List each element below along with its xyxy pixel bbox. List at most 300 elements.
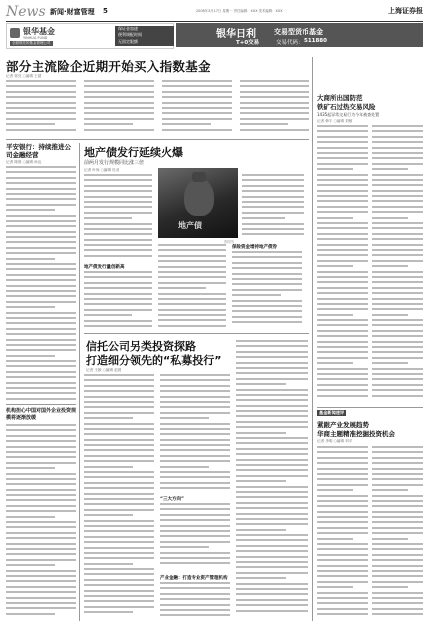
text-line bbox=[84, 514, 133, 516]
text-line bbox=[6, 290, 76, 292]
text-line bbox=[160, 428, 230, 430]
text-line bbox=[240, 123, 288, 125]
text-line bbox=[6, 543, 76, 545]
text-line bbox=[372, 136, 423, 138]
text-line bbox=[6, 306, 55, 308]
text-line bbox=[372, 314, 408, 316]
text-line bbox=[84, 271, 152, 273]
text-line bbox=[84, 201, 152, 203]
text-line bbox=[160, 582, 230, 584]
text-line bbox=[84, 406, 154, 408]
text-line bbox=[372, 543, 423, 545]
text-line bbox=[317, 543, 368, 545]
text-line bbox=[317, 206, 368, 208]
text-line bbox=[236, 475, 308, 477]
text-line bbox=[317, 314, 353, 316]
text-line bbox=[84, 112, 154, 114]
text-line bbox=[158, 325, 226, 327]
text-line bbox=[232, 251, 302, 253]
text-line bbox=[240, 80, 309, 82]
text-line bbox=[84, 287, 152, 289]
text-line bbox=[317, 351, 368, 353]
text-line bbox=[236, 513, 308, 515]
text-line bbox=[160, 598, 230, 600]
text-line bbox=[160, 396, 230, 398]
text-line bbox=[84, 552, 154, 554]
text-line bbox=[6, 118, 76, 120]
text-line bbox=[372, 308, 423, 310]
text-line bbox=[6, 274, 76, 276]
text-line bbox=[84, 428, 154, 430]
text-line bbox=[158, 282, 226, 284]
text-line bbox=[372, 200, 423, 202]
text-line bbox=[317, 521, 368, 523]
text-line bbox=[242, 212, 304, 214]
text-line bbox=[372, 254, 423, 256]
trust-headline: 信托公司另类投资探路 bbox=[86, 340, 196, 353]
text-line bbox=[6, 112, 76, 114]
text-line bbox=[372, 532, 423, 534]
text-line bbox=[160, 374, 230, 376]
text-line bbox=[317, 238, 368, 240]
text-line bbox=[84, 482, 154, 484]
logo-icon bbox=[10, 28, 20, 38]
text-line bbox=[6, 209, 55, 211]
text-line bbox=[372, 521, 423, 523]
text-line bbox=[317, 565, 368, 567]
text-line bbox=[317, 147, 368, 149]
text-line bbox=[372, 357, 423, 359]
text-line bbox=[236, 415, 308, 417]
text-line bbox=[6, 597, 76, 599]
text-line bbox=[236, 604, 308, 606]
col1-body bbox=[6, 166, 76, 404]
text-line bbox=[240, 129, 309, 131]
text-line bbox=[372, 184, 423, 186]
text-line bbox=[84, 85, 154, 87]
text-line bbox=[317, 190, 368, 192]
text-line bbox=[158, 303, 226, 305]
text-line bbox=[158, 244, 226, 246]
text-line bbox=[84, 460, 154, 462]
text-line bbox=[84, 298, 152, 300]
text-line bbox=[317, 303, 368, 305]
text-line bbox=[162, 96, 232, 98]
text-line bbox=[236, 550, 308, 552]
ad-feature: 便利调配时间 bbox=[118, 32, 142, 38]
main-byline: 记者 郭亮 ○编辑 王超 bbox=[6, 74, 42, 78]
text-line bbox=[84, 374, 154, 376]
text-line bbox=[160, 557, 230, 559]
trust-body-4 bbox=[160, 582, 230, 620]
text-line bbox=[84, 412, 154, 414]
text-line bbox=[6, 553, 76, 555]
text-line bbox=[317, 136, 368, 138]
text-line bbox=[236, 405, 308, 407]
text-line bbox=[372, 489, 408, 491]
text-line bbox=[84, 471, 154, 473]
right-bottom-body-1 bbox=[317, 446, 368, 620]
text-line bbox=[317, 446, 368, 448]
main-headline: 部分主流险企近期开始买入指数基金 bbox=[6, 59, 211, 74]
text-line bbox=[6, 123, 55, 125]
bond-subhead-1: 地产债发行量创新高 bbox=[84, 265, 125, 270]
text-line bbox=[84, 244, 152, 246]
text-line bbox=[84, 385, 154, 387]
text-line bbox=[317, 254, 368, 256]
bond-body-c bbox=[158, 244, 226, 332]
text-line bbox=[6, 575, 76, 577]
text-line bbox=[84, 568, 154, 570]
text-line bbox=[6, 85, 76, 87]
text-line bbox=[317, 586, 353, 588]
text-line bbox=[6, 591, 76, 593]
right-section-label: 基金新闻速评 bbox=[319, 410, 345, 415]
text-line bbox=[84, 503, 154, 505]
text-line bbox=[317, 451, 368, 453]
text-line bbox=[160, 487, 230, 489]
ad-banner-left bbox=[6, 23, 174, 49]
text-line bbox=[160, 519, 230, 521]
text-line bbox=[236, 351, 308, 353]
text-line bbox=[160, 433, 230, 435]
text-line bbox=[372, 157, 423, 159]
text-line bbox=[6, 328, 76, 330]
text-line bbox=[84, 185, 152, 187]
text-line bbox=[160, 471, 230, 473]
text-line bbox=[84, 595, 154, 597]
text-line bbox=[372, 451, 423, 453]
right-bottom-headline-2: 华商主题精准挖掘投资机会 bbox=[317, 430, 395, 438]
text-line bbox=[84, 541, 154, 543]
text-line bbox=[372, 462, 423, 464]
text-line bbox=[158, 314, 226, 316]
text-line bbox=[372, 373, 423, 375]
text-line bbox=[84, 174, 152, 176]
text-line bbox=[6, 236, 76, 238]
text-line bbox=[242, 174, 304, 176]
text-line bbox=[6, 473, 76, 475]
text-line bbox=[6, 392, 76, 394]
text-line bbox=[236, 421, 308, 423]
text-line bbox=[236, 545, 308, 547]
text-line bbox=[372, 527, 423, 529]
text-line bbox=[232, 300, 302, 302]
text-line bbox=[160, 587, 230, 589]
text-line bbox=[84, 525, 154, 527]
text-line bbox=[242, 185, 304, 187]
text-line bbox=[372, 457, 423, 459]
text-line bbox=[6, 344, 76, 346]
text-line bbox=[236, 518, 308, 520]
text-line bbox=[372, 362, 408, 364]
text-line bbox=[317, 195, 368, 197]
text-line bbox=[6, 505, 76, 507]
bond-body-e bbox=[242, 174, 304, 240]
text-line bbox=[162, 107, 232, 109]
text-line bbox=[372, 351, 423, 353]
text-line bbox=[158, 319, 226, 321]
text-line bbox=[317, 538, 353, 540]
text-line bbox=[84, 293, 152, 295]
text-line bbox=[84, 239, 152, 241]
text-line bbox=[236, 362, 308, 364]
trust-byline: 记者 王颖 ○编辑 赵晨 bbox=[86, 368, 122, 372]
text-line bbox=[6, 613, 55, 615]
trust-subhead-1: “三大方向” bbox=[160, 497, 184, 502]
ad-title: 银华日利 bbox=[216, 29, 256, 40]
text-line bbox=[160, 449, 230, 451]
text-line bbox=[236, 588, 308, 590]
text-line bbox=[317, 271, 368, 273]
ad-mode: T+0交易 bbox=[236, 40, 260, 46]
text-line bbox=[372, 602, 423, 604]
text-line bbox=[84, 309, 152, 311]
text-line bbox=[84, 212, 152, 214]
text-line bbox=[317, 227, 368, 229]
text-line bbox=[232, 294, 281, 296]
text-line bbox=[317, 373, 368, 375]
text-line bbox=[232, 310, 302, 312]
text-line bbox=[160, 406, 230, 408]
text-line bbox=[372, 265, 408, 267]
col1-headline: 平安银行：持续推进公司金融经营 bbox=[6, 143, 71, 159]
text-line bbox=[84, 107, 154, 109]
paper-name: 上海证券报 bbox=[388, 6, 423, 15]
text-line bbox=[160, 530, 230, 532]
text-line bbox=[317, 581, 368, 583]
trust-body-1 bbox=[84, 374, 154, 620]
text-line bbox=[84, 449, 154, 451]
text-line bbox=[317, 511, 368, 513]
text-line bbox=[84, 91, 154, 93]
text-line bbox=[6, 241, 76, 243]
text-line bbox=[317, 335, 368, 337]
text-line bbox=[240, 85, 309, 87]
text-line bbox=[317, 395, 368, 397]
text-line bbox=[6, 456, 76, 458]
text-line bbox=[84, 590, 154, 592]
text-line bbox=[84, 96, 154, 98]
text-line bbox=[242, 201, 304, 203]
text-line bbox=[160, 525, 230, 527]
text-line bbox=[160, 412, 230, 414]
text-line bbox=[236, 453, 308, 455]
text-line bbox=[158, 271, 226, 273]
text-line bbox=[317, 613, 368, 615]
ad-code: 511880 bbox=[304, 38, 327, 44]
text-line bbox=[317, 608, 368, 610]
text-line bbox=[317, 575, 368, 577]
text-line bbox=[84, 493, 154, 495]
text-line bbox=[6, 440, 76, 442]
text-line bbox=[317, 368, 368, 370]
text-line bbox=[160, 466, 209, 468]
text-line bbox=[84, 196, 152, 198]
text-line bbox=[236, 496, 308, 498]
text-line bbox=[6, 107, 76, 109]
text-line bbox=[372, 130, 423, 132]
text-line bbox=[6, 252, 76, 254]
ad-slogan: 全面领先的基金管理公司 bbox=[12, 41, 51, 45]
text-line bbox=[160, 460, 230, 462]
text-line bbox=[6, 193, 76, 195]
text-line bbox=[84, 466, 133, 468]
text-line bbox=[84, 118, 154, 120]
text-line bbox=[84, 423, 154, 425]
text-line bbox=[372, 478, 423, 480]
text-line bbox=[6, 80, 76, 82]
text-line bbox=[372, 174, 423, 176]
text-line bbox=[84, 255, 152, 257]
text-line bbox=[372, 244, 423, 246]
text-line bbox=[6, 564, 55, 566]
text-line bbox=[317, 168, 353, 170]
text-line bbox=[317, 389, 368, 391]
text-line bbox=[84, 584, 154, 586]
text-line bbox=[317, 330, 368, 332]
text-line bbox=[372, 163, 423, 165]
text-line bbox=[317, 308, 368, 310]
text-line bbox=[317, 457, 368, 459]
text-line bbox=[242, 217, 285, 219]
text-line bbox=[317, 157, 368, 159]
text-line bbox=[372, 211, 423, 213]
photo bbox=[158, 168, 238, 238]
text-line bbox=[372, 335, 423, 337]
text-line bbox=[84, 379, 154, 381]
text-line bbox=[372, 152, 423, 154]
text-line bbox=[6, 355, 55, 357]
text-line bbox=[372, 597, 423, 599]
text-line bbox=[236, 610, 308, 612]
text-line bbox=[84, 417, 133, 419]
text-line bbox=[372, 608, 423, 610]
text-line bbox=[317, 287, 368, 289]
text-line bbox=[84, 606, 154, 608]
text-line bbox=[6, 166, 76, 168]
text-line bbox=[6, 102, 76, 104]
text-line bbox=[84, 444, 154, 446]
text-line bbox=[6, 548, 76, 550]
text-line bbox=[84, 80, 154, 82]
text-line bbox=[6, 268, 76, 270]
text-line bbox=[84, 433, 154, 435]
main-article-body bbox=[6, 80, 309, 138]
text-line bbox=[317, 548, 368, 550]
text-line bbox=[6, 339, 76, 341]
page-number: 5 bbox=[103, 7, 108, 15]
text-line bbox=[317, 592, 368, 594]
text-line bbox=[84, 249, 152, 251]
text-line bbox=[240, 107, 309, 109]
text-line bbox=[372, 538, 408, 540]
text-line bbox=[6, 516, 55, 518]
text-line bbox=[6, 526, 76, 528]
text-line bbox=[84, 396, 154, 398]
text-line bbox=[372, 516, 423, 518]
text-line bbox=[372, 217, 408, 219]
text-line bbox=[240, 96, 309, 98]
text-line bbox=[84, 190, 152, 192]
bond-body-a bbox=[84, 174, 152, 264]
right-subhead: 1435起异常交易行为今年被查处置 bbox=[317, 112, 380, 117]
text-line bbox=[317, 265, 353, 267]
text-line bbox=[242, 223, 304, 225]
text-line bbox=[317, 184, 368, 186]
right-bottom-byline: 记者 李明 ○编辑 刘平 bbox=[317, 439, 353, 443]
photo-credit: 资料图 bbox=[224, 240, 234, 244]
text-line bbox=[317, 505, 368, 507]
text-line bbox=[6, 483, 76, 485]
text-line bbox=[6, 263, 76, 265]
text-line bbox=[6, 424, 76, 426]
text-line bbox=[232, 278, 302, 280]
text-line bbox=[6, 382, 76, 384]
text-line bbox=[6, 570, 76, 572]
text-line bbox=[317, 489, 353, 491]
text-line bbox=[372, 346, 423, 348]
text-line bbox=[84, 600, 154, 602]
text-line bbox=[6, 333, 76, 335]
text-line bbox=[84, 401, 154, 403]
masthead bbox=[6, 4, 423, 20]
text-line bbox=[232, 273, 302, 275]
text-line bbox=[372, 190, 423, 192]
text-line bbox=[6, 499, 76, 501]
text-line bbox=[242, 190, 304, 192]
text-line bbox=[317, 532, 368, 534]
text-line bbox=[84, 455, 154, 457]
text-line bbox=[84, 228, 152, 230]
text-line bbox=[236, 486, 308, 488]
text-line bbox=[372, 249, 423, 251]
text-line bbox=[84, 487, 154, 489]
text-line bbox=[158, 266, 226, 268]
text-line bbox=[236, 529, 286, 531]
text-line bbox=[162, 129, 232, 131]
text-line bbox=[236, 583, 308, 585]
text-line bbox=[242, 179, 304, 181]
text-line bbox=[317, 281, 368, 283]
text-line bbox=[372, 548, 423, 550]
text-line bbox=[372, 575, 423, 577]
text-line bbox=[372, 554, 423, 556]
text-line bbox=[372, 384, 423, 386]
text-line bbox=[236, 399, 308, 401]
text-line bbox=[6, 494, 76, 496]
text-line bbox=[162, 123, 211, 125]
text-line bbox=[317, 346, 368, 348]
text-line bbox=[6, 478, 76, 480]
text-line bbox=[6, 317, 76, 319]
text-line bbox=[160, 401, 230, 403]
text-line bbox=[232, 256, 302, 258]
col1b-headline: 机构担心中国对国外企业投资规模将逐渐放缓 bbox=[6, 408, 77, 421]
bond-byline: 记者 叶尚 ○编辑 杜羽 bbox=[84, 168, 120, 172]
text-line bbox=[6, 365, 76, 367]
text-line bbox=[240, 102, 309, 104]
text-line bbox=[372, 565, 423, 567]
text-line bbox=[160, 604, 230, 606]
text-line bbox=[6, 489, 76, 491]
text-line bbox=[232, 262, 302, 264]
text-line bbox=[84, 320, 152, 322]
text-line bbox=[6, 429, 76, 431]
text-line bbox=[158, 260, 226, 262]
section-cn: 新闻·财富管理 bbox=[50, 8, 95, 16]
text-line bbox=[372, 368, 423, 370]
